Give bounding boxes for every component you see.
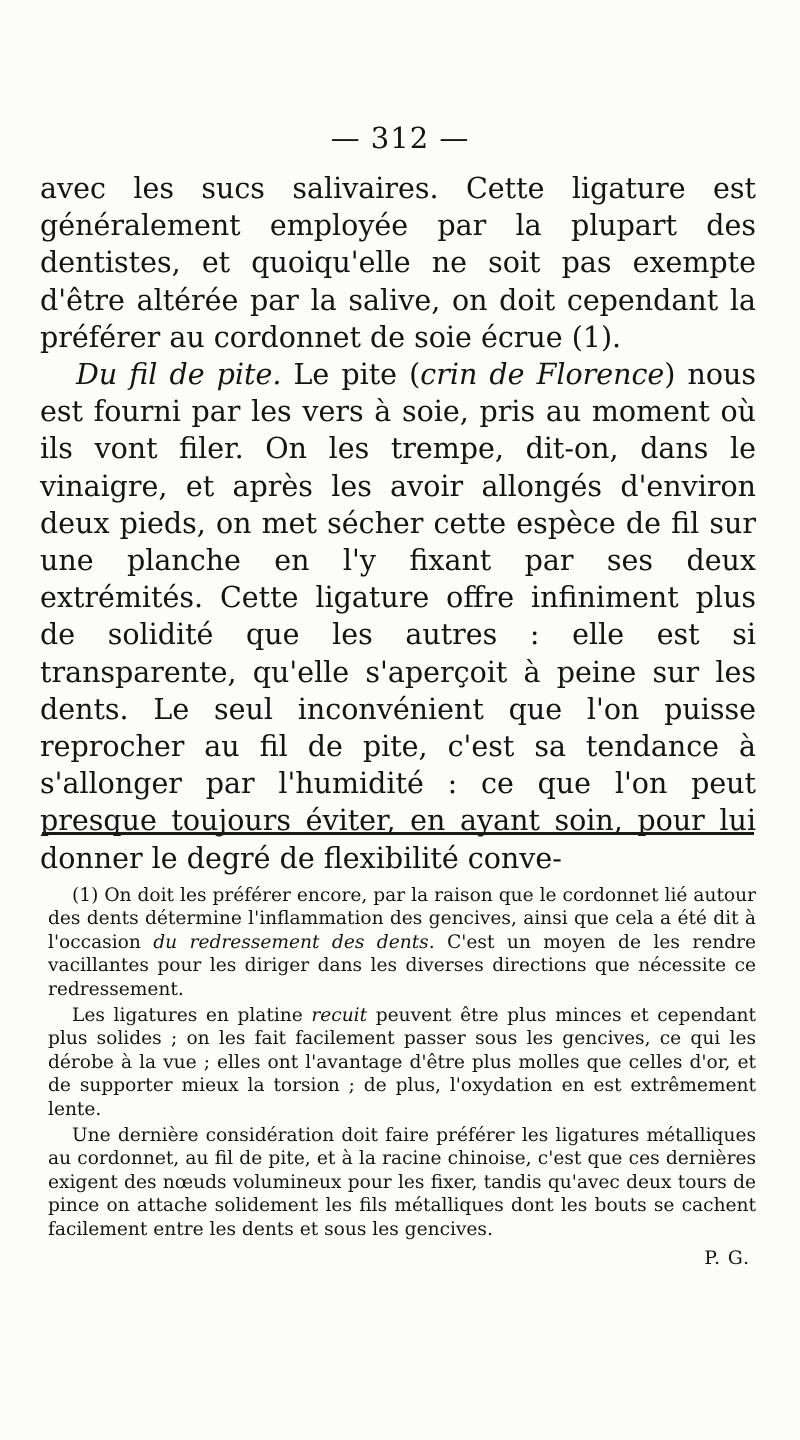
- paragraph-2-text-a: Le pite (: [281, 358, 421, 392]
- footnote-1-emphasis: du redressement des dents: [153, 931, 429, 953]
- main-text: [40, 170, 756, 877]
- section-title: Du fil de pite.: [76, 358, 282, 392]
- footnote-2-text-a: Les ligatures en platine: [72, 1005, 312, 1027]
- paragraph-2-text-b: ) nous est fourni par les vers à soie, pris au moment où ils vont filer. On les trempe, dit-on, dans le vinaigre, et après les avoir allongés d'environ deux pieds, on met sécher cette espèce de fil sur une planche en l'y fixant par ses deux extrémités. Cette ligature offre infiniment plus de solidité que les autres : elle est si transparente, qu'elle s'aperçoit à peine sur les dents. Le seul inconvénient que l'on puisse reprocher au fil de pite, c'est sa tendance à s'allonger par l'humidité : ce que l'on peut presque toujours éviter, en ayant soin, pour lui donner le degré de flexibilité conve-: [40, 358, 756, 875]
- footnote-2: [48, 1004, 756, 1121]
- footnote-1-text-b: . C'est un moyen de les rendre vacillantes pour les diriger dans les diverses directions que nécessite ce redressement.: [48, 931, 757, 1000]
- footnote-1: [48, 884, 756, 1001]
- footnote-3: Une dernière considération doit faire préférer les ligatures métalliques au cordonnet, au fil de pite, et à la racine chinoise, c'est que ces dernières exigent des nœuds volumineux pour les fixer, tandis qu'avec deux tours de pince on attache solidement les fils métalliques dont les bouts se cachent facilement entre les dents et sous les gencives.: [48, 1125, 756, 1240]
- paragraph-2-emphasis: crin de Florence: [420, 358, 665, 392]
- paragraph-1: avec les sucs salivaires. Cette ligature est généralement employée par la plupart des dentistes, et quoiqu'elle ne soit pas exempte d'être altérée par la salive, on doit cependant la préférer au cordonnet de soie écrue (1).: [40, 172, 756, 354]
- footnote-2-text-b: peuvent être plus minces et cependant plus solides ; on les fait facilement passer sous les gencives, ce qui les dérobe à la vue ; elles ont l'avantage d'être plus molles que celles d'or, et de supporter mieux la torsion ; de plus, l'oxydation en est extrêmement lente.: [48, 1005, 757, 1120]
- paragraph-2: [40, 356, 756, 877]
- page-number: — 312 —: [330, 121, 470, 155]
- footnote-1-text-a: (1) On doit les préférer encore, par la raison que le cordonnet lié autour des dents détermine l'inflammation des gencives, ainsi que cela a été dit à l'occasion: [48, 885, 756, 953]
- signature: P. G.: [704, 1248, 750, 1270]
- footnote-2-emphasis: recuit: [311, 1005, 368, 1027]
- footnote-divider: [42, 832, 754, 835]
- footnotes: [48, 884, 756, 1274]
